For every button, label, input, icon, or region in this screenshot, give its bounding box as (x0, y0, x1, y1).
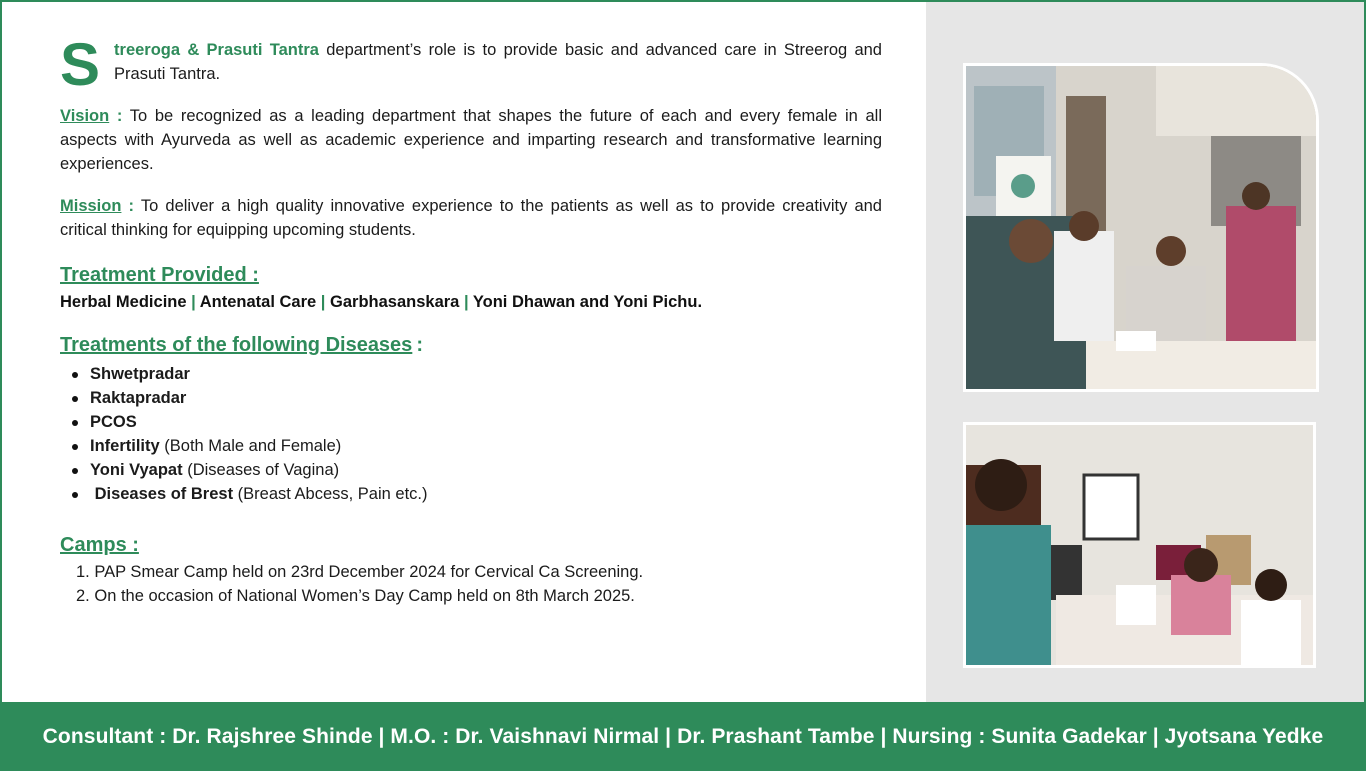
list-item (60, 482, 882, 506)
treatment-list (60, 290, 882, 314)
list-item (60, 560, 882, 584)
mission-label: Mission (60, 197, 122, 215)
list-item (60, 458, 882, 482)
disease-note: (Both Male and Female) (159, 437, 342, 455)
list-item (60, 434, 882, 458)
diseases-heading-text: Treatments of the following Diseases (60, 334, 413, 356)
disease-note: (Diseases of Vagina) (182, 461, 340, 479)
disease-name: Shwetpradar (90, 365, 190, 383)
camps-heading: Camps : (60, 534, 139, 556)
mission-paragraph (60, 194, 882, 242)
list-item (60, 386, 882, 410)
list-item (60, 410, 882, 434)
list-item (60, 584, 882, 608)
vision-paragraph (60, 104, 882, 176)
camp-photo-consultation-image (966, 425, 1313, 665)
camp-photo-opd-image (966, 66, 1316, 389)
treatment-item: Herbal Medicine (60, 293, 187, 311)
diseases-list (60, 362, 882, 506)
disease-note: (Breast Abcess, Pain etc.) (233, 485, 428, 503)
staff-footer: Consultant : Dr. Rajshree Shinde | M.O. : Dr. Vaishnavi Nirmal | Dr. Prashant Tambe | Nursing : Sunita Gadekar | Jyotsana Yedke (0, 702, 1366, 771)
disease-name: Yoni Vyapat (90, 461, 183, 479)
intro-text: department’s role is to provide basic and advanced care in Streerog and Prasuti Tantra. (114, 41, 882, 83)
disease-name: Raktapradar (90, 389, 187, 407)
diseases-heading-colon: : (416, 334, 423, 356)
vision-text: To be recognized as a leading department that shapes the future of each and every female in all aspects with Ayurveda as well as academic experience and imparting research and transformative learning experiences. (60, 107, 882, 173)
list-item (60, 362, 882, 386)
department-name: treeroga & Prasuti Tantra (114, 41, 319, 59)
treatment-item: Yoni Dhawan and Yoni Pichu. (472, 293, 703, 311)
separator: | (320, 293, 326, 311)
diseases-heading (60, 332, 882, 358)
vision-label: Vision (60, 107, 110, 125)
camp-number: 1. (76, 563, 90, 581)
separator: | (463, 293, 469, 311)
intro-paragraph (60, 31, 882, 98)
camp-photo-opd (963, 63, 1319, 392)
treatment-provided-heading: Treatment Provided : (60, 264, 259, 286)
camp-photo-consultation (963, 422, 1316, 668)
disease-name: PCOS (90, 413, 137, 431)
treatment-item: Garbhasanskara (330, 293, 460, 311)
separator: | (191, 293, 196, 311)
department-content (60, 31, 882, 608)
camp-text: On the occasion of National Women’s Day Camp held on 8th March 2025. (94, 587, 635, 605)
camp-text: PAP Smear Camp held on 23rd December 2024 for Cervical Ca Screening. (94, 563, 644, 581)
disease-name: Infertility (90, 437, 160, 455)
mission-colon: : (121, 197, 135, 215)
vision-colon: : (109, 107, 123, 125)
mission-text: To deliver a high quality innovative experience to the patients as well as to provide creativity and critical thinking for equipping upcoming students. (60, 197, 882, 239)
camps-list (60, 560, 882, 608)
disease-name: Diseases of Brest (90, 485, 234, 503)
camp-number: 2. (76, 587, 90, 605)
dropcap-letter: S (60, 31, 101, 98)
treatment-item: Antenatal Care (199, 293, 317, 311)
